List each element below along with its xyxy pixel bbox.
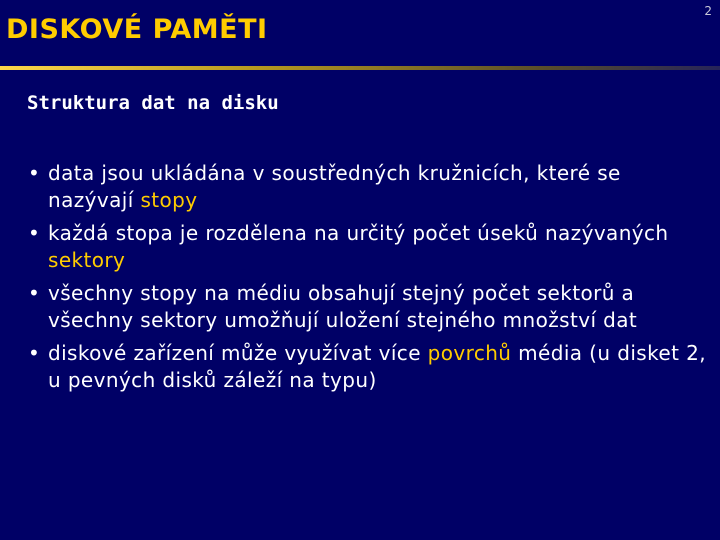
bullet-text: každá stopa je rozdělena na určitý počet úseků nazývaných [48, 221, 669, 245]
bullet-item [26, 160, 706, 214]
title-underline [0, 66, 720, 70]
bullet-text: diskové zařízení může využívat více [48, 341, 428, 365]
bullet-text: všechny stopy na médiu obsahují stejný počet sektorů a všechny sektory umožňují uložení stejného množství dat [48, 281, 638, 332]
bullet-item [26, 340, 706, 394]
bullet-text: data jsou ukládána v soustředných kružnicích, které se nazývají [48, 161, 621, 212]
bullet-item [26, 280, 706, 334]
bullet-dot-icon: • [28, 161, 41, 185]
bullet-dot-icon: • [28, 341, 41, 365]
bullet-keyword: sektory [48, 248, 126, 272]
bullet-text-after: média (u disket 2, u pevných disků záleží na typu) [48, 341, 706, 392]
bullet-dot-icon: • [28, 221, 41, 245]
bullet-keyword: stopy [140, 188, 198, 212]
bullet-item [26, 220, 706, 274]
slide-title: DISKOVÉ PAMĚTI [6, 14, 268, 45]
bullet-list [26, 160, 706, 400]
bullet-keyword: povrchů [427, 341, 512, 365]
slide-subtitle: Struktura dat na disku [27, 92, 279, 114]
slide-number: 2 [704, 4, 712, 18]
bullet-dot-icon: • [28, 281, 41, 305]
